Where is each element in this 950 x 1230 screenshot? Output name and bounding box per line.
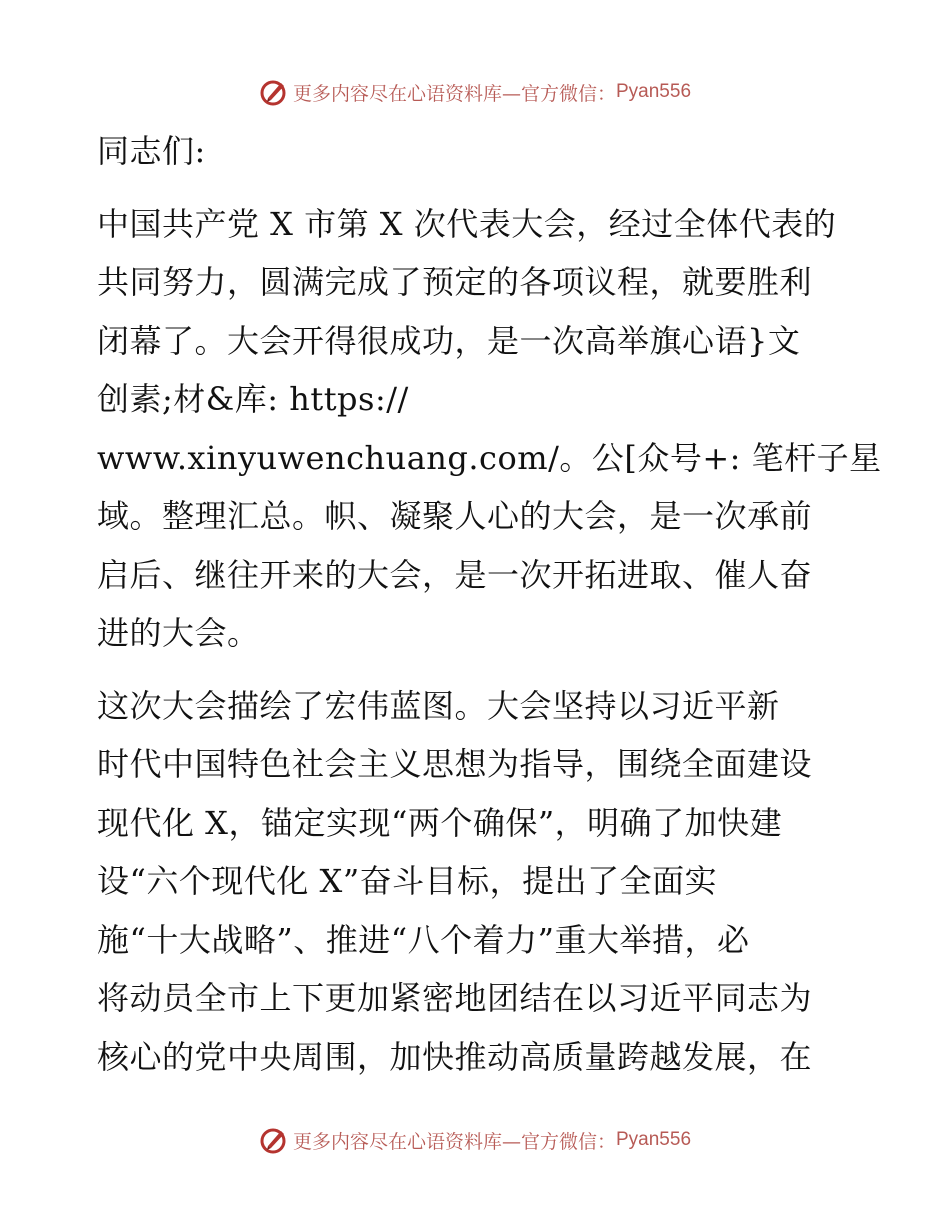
paragraph-2: [97, 677, 857, 1087]
paragraph-line: 核心的党中央周围，加快推动高质量跨越发展，在: [97, 1037, 813, 1076]
paragraph-line: 施“十大战略”、推进“八个着力”重大举措，必: [97, 920, 750, 959]
banner-text: 更多内容尽在心语资料库—官方微信：: [292, 1130, 616, 1153]
paragraph-line: 这次大会描绘了宏伟蓝图。大会坚持以习近平新: [97, 686, 780, 725]
pen-in-circle-icon: [259, 77, 289, 107]
paragraph-line: www.xinyuwenchuang.com/。公[众号+: 笔杆子星: [97, 438, 882, 477]
paragraph-line: 将动员全市上下更加紧密地团结在以习近平同志为: [97, 979, 813, 1017]
footer-banner: [0, 1120, 950, 1160]
paragraph-1: [97, 195, 882, 663]
document-body: [97, 122, 882, 1086]
paragraph-line: 时代中国特色社会主义思想为指导，围绕全面建设: [97, 745, 813, 783]
paragraph-line: 闭幕了。大会开得很成功，是一次高举旗心语}文: [97, 321, 801, 360]
paragraph-line: 共同努力，圆满完成了预定的各项议程，就要胜利: [97, 263, 813, 301]
paragraph-line: 进的大会。: [97, 614, 260, 652]
banner-wechat-id: Pyan556: [616, 81, 692, 102]
header-banner: [0, 72, 950, 112]
paragraph-line: 启后、继往开来的大会，是一次开拓进取、催人奋: [97, 555, 813, 594]
paragraph-line: 中国共产党 X 市第 X 次代表大会，经过全体代表的: [97, 204, 837, 243]
pen-in-circle-icon: [259, 1125, 289, 1155]
paragraph-line: 现代化 X，锚定实现“两个确保”，明确了加快建: [97, 803, 783, 842]
paragraph-line: 创素;材&库: https://: [97, 380, 409, 418]
paragraph-line: 设“六个现代化 X”奋斗目标，提出了全面实: [97, 862, 718, 900]
banner-wechat-id: Pyan556: [616, 1129, 692, 1150]
greeting: 同志们:: [97, 132, 206, 170]
paragraph-line: 域。整理汇总。帜、凝聚人心的大会，是一次承前: [97, 497, 813, 535]
banner-text: 更多内容尽在心语资料库—官方微信：: [292, 82, 616, 105]
